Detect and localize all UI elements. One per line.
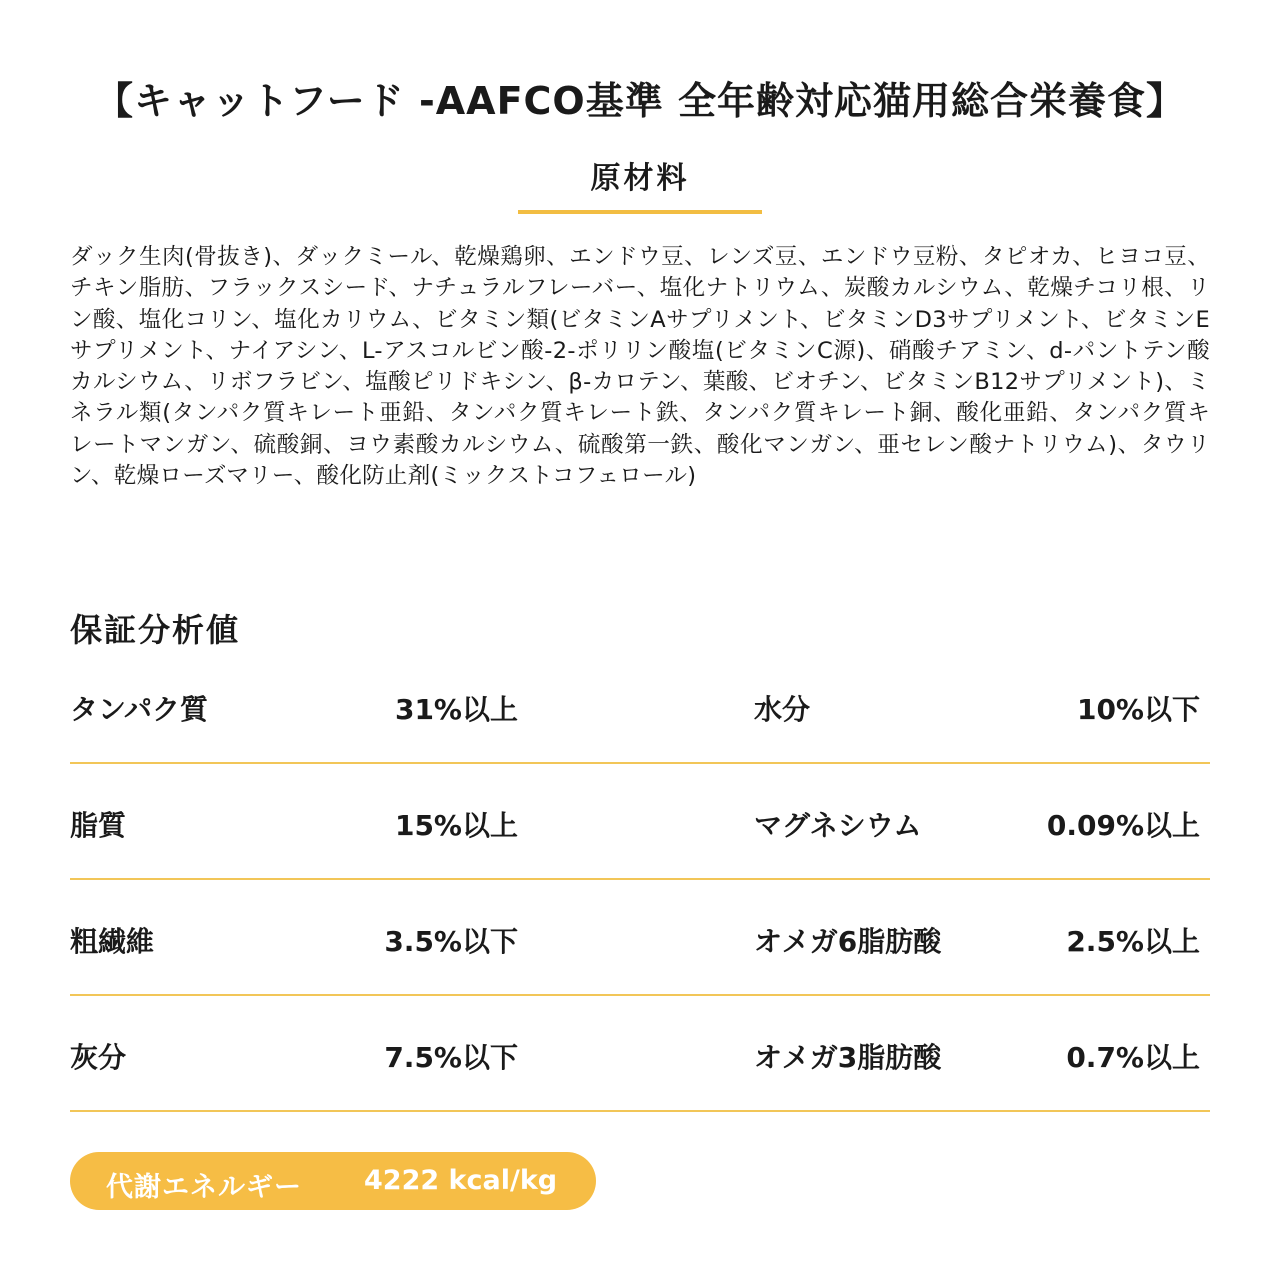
nutrient-label: タンパク質 (70, 693, 209, 726)
nutrient-label: マグネシウム (754, 809, 922, 842)
table-row (70, 648, 1210, 764)
nutrient-label: 脂質 (70, 809, 127, 842)
nutrient-label: 灰分 (70, 1041, 127, 1074)
energy-value: 4222 kcal/kg (364, 1165, 558, 1196)
page-title: 【キャットフード -AAFCO基準 全年齢対応猫用総合栄養食】 (95, 79, 1185, 123)
energy-label: 代謝エネルギー (106, 1172, 302, 1203)
nutrient-value: 7.5%以下 (384, 1041, 518, 1074)
section-title-ingredients: 原材料 (590, 161, 690, 196)
table-row (70, 880, 1210, 996)
nutrient-label: 水分 (754, 693, 811, 726)
nutrient-value: 3.5%以下 (384, 925, 518, 958)
nutrient-value: 15%以上 (394, 809, 518, 842)
nutrient-label: オメガ6脂肪酸 (754, 925, 942, 958)
nutrient-value: 10%以下 (1076, 693, 1200, 726)
table-row (70, 764, 1210, 880)
nutrient-value: 31%以上 (394, 693, 518, 726)
nutrient-value: 2.5%以上 (1066, 925, 1200, 958)
analysis-table (70, 648, 1210, 1112)
table-row (70, 996, 1210, 1112)
nutrient-value: 0.09%以上 (1046, 809, 1200, 842)
nutrient-value: 0.7%以上 (1066, 1041, 1200, 1074)
ingredients-text: ダック生肉(骨抜き)、ダックミール、乾燥鶏卵、エンドウ豆、レンズ豆、エンドウ豆粉、タピオカ、ヒヨコ豆、チキン脂肪、フラックスシード、ナチュラルフレーバー、塩化ナトリウム、炭酸カルシウム、乾燥チコリ根、リン酸、塩化コリン、塩化カリウム、ビタミン類(ビタミンAサプリメント、ビタミンD3サプリメント、ビタミンEサプリメント、ナイアシン、L-アスコルビン酸-2-ポリリン酸塩(ビタミンC源)、硝酸チアミン、d-パントテン酸カルシウム、リボフラビン、塩酸ピリドキシン、β-カロテン、葉酸、ビオチン、ビタミンB12サプリメント)、ミネラル類(タンパク質キレート亜鉛、タンパク質キレート鉄、タンパク質キレート銅、酸化亜鉛、タンパク質キレートマンガン、硫酸銅、ヨウ素酸カルシウム、硫酸第一鉄、酸化マンガン、亜セレン酸ナトリウム)、タウリン、乾燥ローズマリー、酸化防止剤(ミックストコフェロール) (70, 244, 1210, 490)
nutrient-label: 粗繊維 (70, 925, 155, 958)
energy-badge (70, 1152, 596, 1210)
analysis-heading: 保証分析値 (70, 611, 241, 649)
nutrient-label: オメガ3脂肪酸 (754, 1041, 942, 1074)
title-underline (518, 210, 762, 214)
